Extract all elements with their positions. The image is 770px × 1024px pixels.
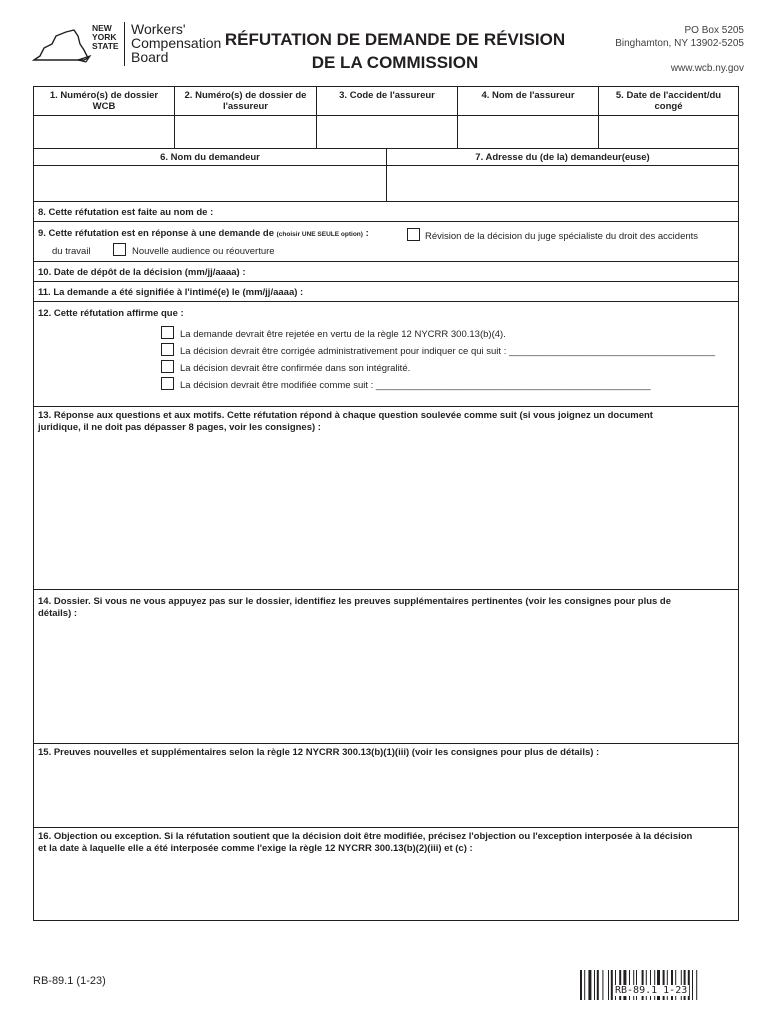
option-label: du travail (52, 246, 91, 257)
field-request-type (34, 222, 738, 262)
field-record[interactable] (34, 590, 738, 744)
checkbox-deny-request[interactable] (161, 326, 174, 339)
field-label: 7. Adresse du (de la) demandeur(euse) (387, 149, 738, 166)
website-link[interactable]: www.wcb.ny.gov (670, 63, 744, 74)
field-service-date[interactable] (34, 282, 738, 302)
option-label: La décision devrait être corrigée administrativement pour indiquer ce qui suit : _______________________________________ (180, 346, 716, 357)
field-wcb-case-number[interactable] (34, 87, 175, 148)
option-label: Révision de la décision du juge spécialiste du droit des accidents (425, 231, 699, 242)
checkbox-rehearing-reopening[interactable] (113, 243, 126, 256)
field-new-evidence[interactable] (34, 744, 738, 828)
option-label: La décision devrait être confirmée dans son intégralité. (180, 363, 411, 374)
checkbox-affirm-decision[interactable] (161, 360, 174, 373)
field-label: 6. Nom du demandeur (34, 149, 386, 166)
field-response-to-issues[interactable] (34, 407, 738, 590)
field-label: 8. Cette réfutation est faite au nom de : (38, 207, 214, 218)
field-label: 15. Preuves nouvelles et supplémentaires selon la règle 12 NYCRR 300.13(b)(1)(iii) (voir les consignes pour plus de détails) : (38, 747, 600, 758)
field-rebuttal-assertion (34, 302, 738, 407)
field-accident-date[interactable] (599, 87, 738, 148)
field-decision-filing-date[interactable] (34, 262, 738, 282)
checkbox-administrative-correction[interactable] (161, 343, 174, 356)
field-label: 12. Cette réfutation affirme que : (38, 308, 184, 319)
field-label: 5. Date de l'accident/du congé (599, 87, 738, 116)
form-code: RB-89.1 (1-23) (33, 975, 106, 987)
field-label: 16. Objection ou exception. Si la réfutation soutient que la décision doit être modifiée, précisez l'objection ou l'exception interposée à la décision et la date à laquelle elle a été interposée comme l'exige la règle 12 NYCRR 300.13(b)(2)(iii) et (c) : (38, 831, 693, 854)
field-label: 1. Numéro(s) de dossier WCB (34, 87, 174, 116)
new-york-state-icon (30, 26, 92, 66)
field-carrier-case-number[interactable] (175, 87, 317, 148)
field-objection-exception[interactable] (34, 828, 738, 920)
refutation-form (33, 86, 739, 921)
option-label: La décision devrait être modifiée comme suit : ____________________________________________________ (180, 380, 651, 391)
barcode-text: RB-89.1 1-23 (615, 985, 688, 996)
checkbox-review-judge-decision[interactable] (407, 228, 420, 241)
field-carrier-name[interactable] (458, 87, 599, 148)
field-label: 3. Code de l'assureur (317, 87, 457, 116)
option-label: La demande devrait être rejetée en vertu de la règle 12 NYCRR 300.13(b)(4). (180, 329, 506, 340)
field-label: 13. Réponse aux questions et aux motifs. Cette réfutation répond à chaque question soulevée comme suit (si vous joignez un document juridique, il ne doit pas dépasser 8 pages, voir les consignes) : (38, 410, 653, 433)
field-claimant-address[interactable] (387, 149, 738, 201)
field-label: 14. Dossier. Si vous ne vous appuyez pas sur le dossier, identifiez les preuves supplémentaires pertinentes (voir les consignes pour plus de détails) : (38, 596, 672, 619)
field-label: 10. Date de dépôt de la décision (mm/jj/aaaa) : (38, 267, 246, 278)
mailing-address: PO Box 5205 Binghamton, NY 13902-5205 (615, 25, 744, 49)
field-label: 4. Nom de l'assureur (458, 87, 598, 116)
option-label: Nouvelle audience ou réouverture (132, 246, 275, 257)
logo-agency-text: Workers' Compensation Board (131, 21, 222, 65)
field-label: 2. Numéro(s) de dossier de l'assureur (175, 87, 316, 116)
field-label: 11. La demande a été signifiée à l'intimé(e) le (mm/jj/aaaa) : (38, 287, 304, 298)
logo-divider (124, 22, 125, 66)
row-fields-6-7 (34, 149, 738, 202)
form-title: RÉFUTATION DE DEMANDE DE RÉVISION DE LA COMMISSION (224, 30, 566, 72)
field-on-behalf-of[interactable] (34, 202, 738, 222)
row-fields-1-5 (34, 87, 738, 149)
logo-state-text: NEW YORK STATE (92, 23, 119, 51)
field-claimant-name[interactable] (34, 149, 387, 201)
checkbox-modify-decision[interactable] (161, 377, 174, 390)
field-label: 9. Cette réfutation est en réponse à une demande de (choisir UNE SEULE option) : (38, 228, 369, 239)
wcb-logo (30, 21, 222, 68)
field-carrier-code[interactable] (317, 87, 458, 148)
